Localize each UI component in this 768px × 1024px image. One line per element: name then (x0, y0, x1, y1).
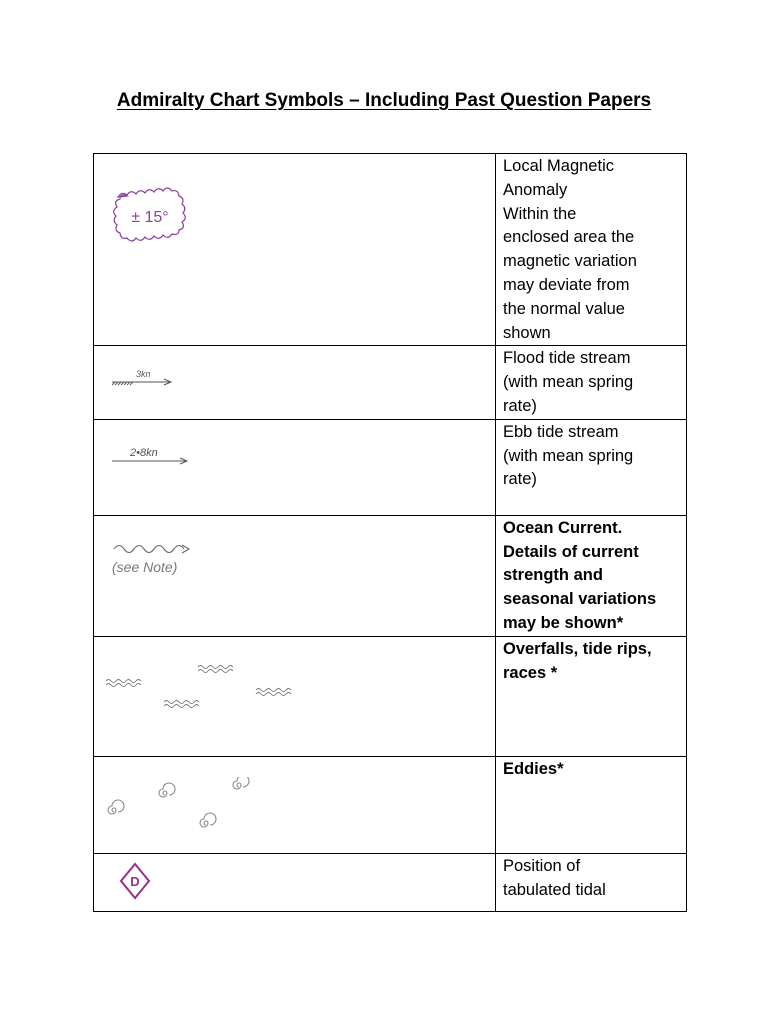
desc-line: the normal value (503, 299, 625, 318)
symbol-table (93, 153, 687, 912)
desc-cell-flood-tide (496, 346, 687, 419)
desc-line: (with mean spring (503, 373, 634, 392)
symbol-cell-ebb-tide (94, 419, 496, 515)
symbol-cell-flood-tide (94, 346, 496, 419)
desc-line: shown (503, 323, 551, 342)
desc-line: seasonal variations (503, 590, 657, 609)
desc-line: tabulated tidal (503, 880, 606, 899)
symbol-cell-magnetic-anomaly (94, 154, 496, 346)
desc-line: Within the (503, 204, 577, 223)
flood-tide-arrow-symbol (110, 368, 180, 390)
desc-cell-ebb-tide (496, 419, 687, 515)
desc-line: Details of current (503, 542, 639, 561)
eddy-spiral-3 (233, 777, 249, 789)
desc-line: Ocean Current. (503, 518, 623, 537)
desc-cell-eddies (496, 756, 687, 853)
ebb-rate-label: 2•8kn (130, 446, 158, 459)
table-row-ocean-current (94, 515, 687, 636)
eddy-spiral-2 (159, 783, 175, 797)
magnetic-anomaly-symbol (106, 187, 196, 247)
desc-line: rate) (503, 470, 537, 489)
desc-cell-tidal-diamond (496, 853, 687, 911)
desc-cell-overfalls (496, 636, 687, 756)
tidal-diamond-letter: D (130, 873, 140, 889)
overfall-wave-group-4 (164, 700, 199, 707)
table-row-eddies (94, 756, 687, 853)
ocean-current-symbol (110, 539, 210, 579)
overfall-wave-group-2 (198, 665, 233, 672)
table-row-flood-tide (94, 346, 687, 419)
table-row-ebb-tide (94, 419, 687, 515)
flood-rate-label: 3kn (136, 369, 151, 380)
desc-line: Position of (503, 856, 581, 875)
desc-line: Ebb tide stream (503, 422, 619, 441)
eddy-spiral-4 (200, 813, 216, 827)
desc-line: may deviate from (503, 275, 630, 294)
desc-line: Overfalls, tide rips, (503, 639, 652, 658)
symbol-cell-eddies (94, 756, 496, 853)
desc-cell-magnetic-anomaly (496, 154, 687, 346)
desc-line: Anomaly (503, 180, 568, 199)
overfall-wave-group-3 (256, 688, 291, 695)
desc-line: races * (503, 663, 558, 682)
desc-cell-ocean-current (496, 515, 687, 636)
desc-line: Flood tide stream (503, 349, 631, 368)
desc-line: enclosed area the (503, 228, 635, 247)
see-note-label: (see Note) (112, 558, 178, 575)
desc-line: strength and (503, 566, 603, 585)
desc-line: may be shown* (503, 613, 624, 632)
desc-line: Local Magnetic (503, 157, 614, 175)
table-row-magnetic-anomaly (94, 154, 687, 346)
tidal-diamond-symbol (118, 862, 152, 900)
table-row-tidal-diamond (94, 853, 687, 911)
desc-line: rate) (503, 396, 537, 415)
ebb-tide-arrow-symbol (110, 446, 200, 468)
desc-line: (with mean spring (503, 446, 634, 465)
symbol-cell-overfalls (94, 636, 496, 756)
symbol-cell-tidal-diamond (94, 853, 496, 911)
desc-line: magnetic variation (503, 252, 637, 271)
anomaly-value-label: ± 15° (131, 209, 169, 226)
table-row-overfalls (94, 636, 687, 756)
eddy-spiral-1 (108, 800, 124, 814)
desc-line: Eddies* (503, 759, 564, 778)
overfall-wave-group-1 (106, 679, 141, 686)
overfalls-symbol (104, 661, 304, 721)
symbol-cell-ocean-current (94, 515, 496, 636)
eddies-symbol (102, 777, 252, 837)
page-title (0, 89, 768, 113)
page-title-text: Admiralty Chart Symbols – Including Past Question Papers (116, 90, 652, 111)
